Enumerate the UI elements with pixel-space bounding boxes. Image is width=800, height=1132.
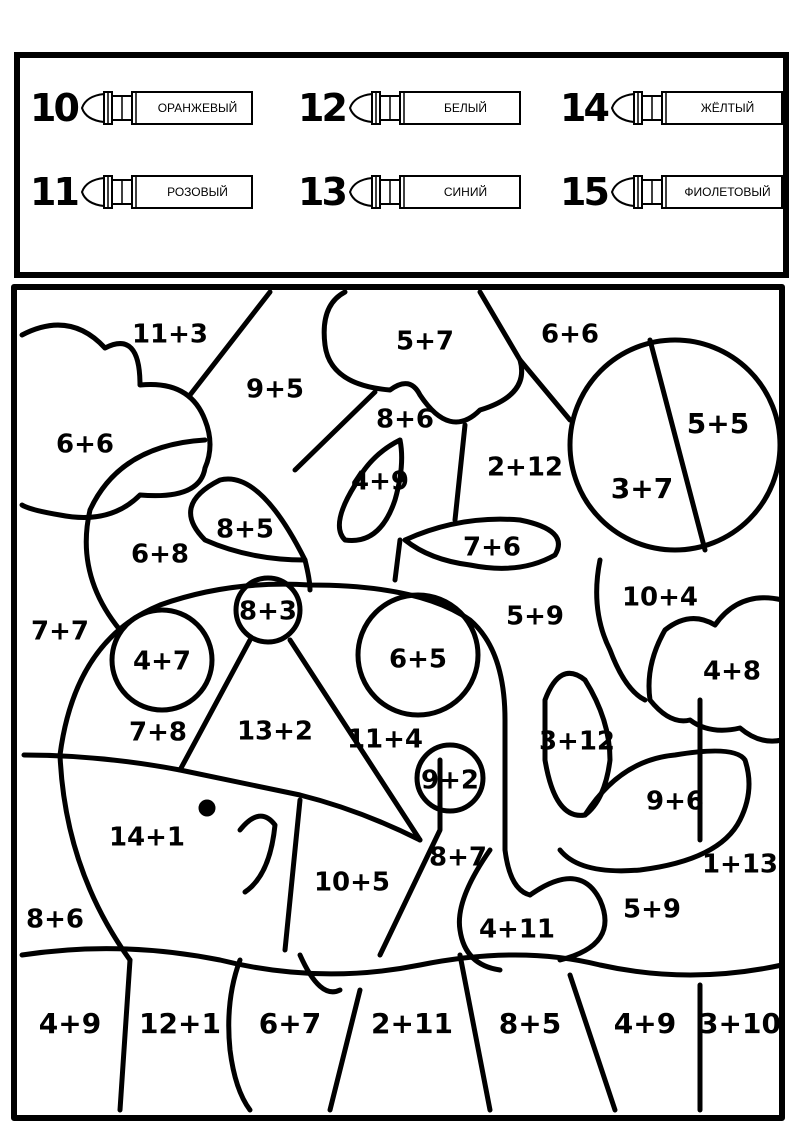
region-sum-label: 9+6 <box>646 786 704 817</box>
region-sum-label: 7+8 <box>129 717 187 748</box>
region-sum-label: 5+9 <box>506 601 564 632</box>
region-sum-label: 6+7 <box>258 1007 322 1040</box>
key-number: 12 <box>298 86 345 130</box>
region-sum-label: 3+10 <box>699 1007 781 1040</box>
region-sum-label: 7+6 <box>463 532 521 563</box>
key-number: 13 <box>298 170 345 214</box>
region-sum-label: 9+5 <box>246 374 304 405</box>
region-sum-label: 10+5 <box>313 867 391 898</box>
region-sum-label: 7+7 <box>31 616 89 647</box>
key-number: 15 <box>560 170 607 214</box>
region-sum-label: 8+6 <box>376 404 434 435</box>
region-sum-label: 4+9 <box>613 1007 677 1040</box>
region-sum-label: 12+1 <box>139 1007 221 1040</box>
region-sum-label: 10+4 <box>621 582 699 613</box>
region-sum-label: 1+13 <box>701 849 779 880</box>
region-sum-label: 13+2 <box>236 716 314 747</box>
region-sum-label: 8+7 <box>429 842 487 873</box>
region-sum-label: 4+11 <box>478 914 556 945</box>
region-sum-label: 9+2 <box>421 765 479 796</box>
region-sum-label: 3+12 <box>538 726 616 757</box>
region-sum-label: 11+3 <box>131 319 209 350</box>
color-name: ОРАНЖЕВЫЙ <box>157 101 238 115</box>
region-sum-label: 6+6 <box>56 429 114 460</box>
color-name: ЖЁЛТЫЙ <box>700 101 755 115</box>
key-number: 10 <box>30 86 77 130</box>
region-sum-label: 8+5 <box>216 514 274 545</box>
region-sum-label: 8+6 <box>26 904 84 935</box>
region-sum-label: 5+9 <box>623 894 681 925</box>
region-sum-label: 6+8 <box>131 539 189 570</box>
region-sum-label: 6+6 <box>541 319 599 350</box>
region-sum-label: 4+7 <box>133 646 191 677</box>
color-name: РОЗОВЫЙ <box>167 185 228 199</box>
region-sum-label: 5+7 <box>396 326 454 357</box>
region-sum-label: 6+5 <box>389 644 447 675</box>
sum-labels <box>26 320 781 1041</box>
region-sum-label: 3+7 <box>610 472 674 505</box>
region-sum-label: 4+9 <box>351 466 409 497</box>
key-number: 11 <box>30 170 77 214</box>
region-sum-label: 8+5 <box>498 1007 562 1040</box>
color-name: ФИОЛЕТОВЫЙ <box>684 185 771 199</box>
region-sum-label: 11+4 <box>346 724 424 755</box>
region-sum-label: 5+5 <box>686 407 750 440</box>
color-name: СИНИЙ <box>443 185 488 199</box>
key-number: 14 <box>560 86 607 130</box>
region-sum-label: 2+11 <box>371 1007 453 1040</box>
region-sum-label: 8+3 <box>239 596 297 627</box>
region-sum-label: 4+9 <box>38 1007 102 1040</box>
region-sum-label: 4+8 <box>703 656 761 687</box>
color-name: БЕЛЫЙ <box>443 101 487 115</box>
region-sum-label: 2+12 <box>486 452 564 483</box>
region-sum-label: 14+1 <box>108 822 186 853</box>
